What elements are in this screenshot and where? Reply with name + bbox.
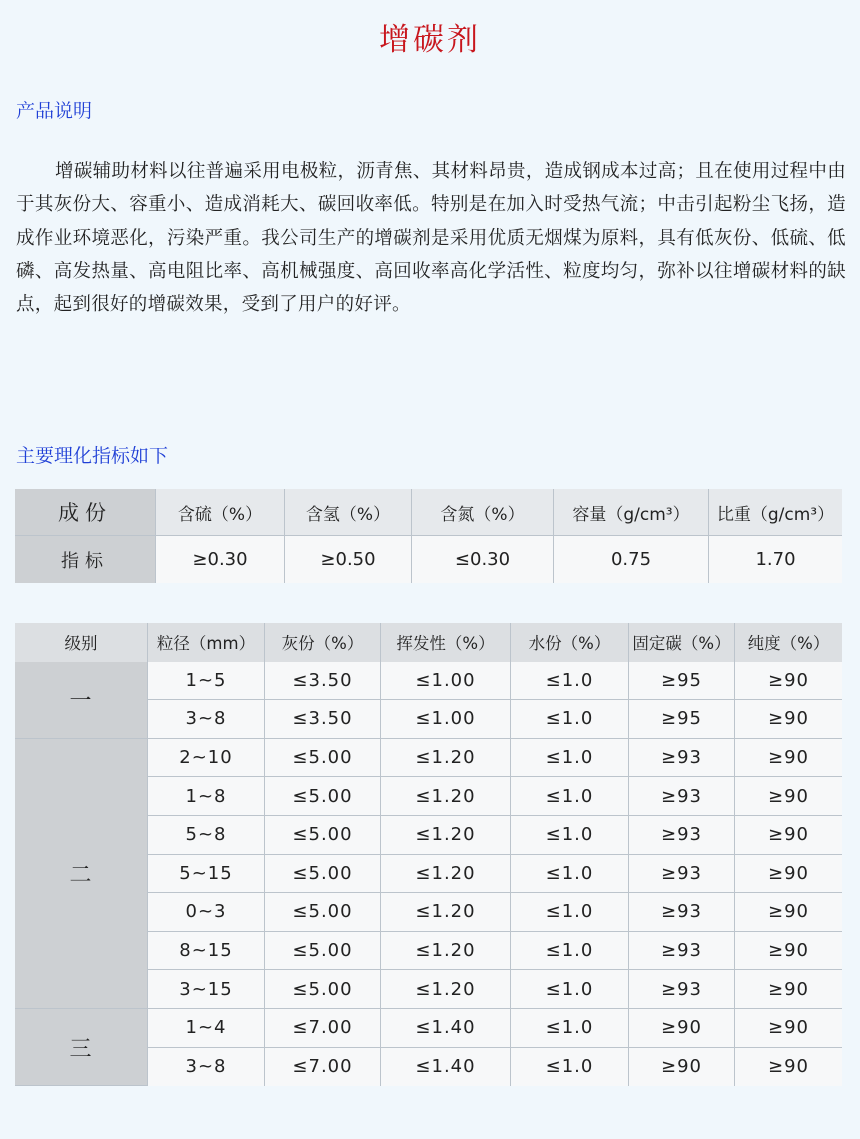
grade-value-cell: ≥93 (629, 816, 735, 855)
grade-value-cell: ≤1.20 (381, 816, 511, 855)
grade-value-cell: ≤1.20 (381, 970, 511, 1009)
spec-header-cell: 容量（g/cm³） (554, 489, 709, 536)
grade-value-cell: ≤5.00 (265, 893, 381, 932)
grade-value-cell: ≤1.0 (511, 893, 629, 932)
grade-level-cell: 三 (15, 1009, 148, 1086)
spec-value-cell: ≤0.30 (412, 536, 554, 583)
grade-value-cell: ≥90 (735, 816, 842, 855)
grade-value-cell: ≤1.20 (381, 855, 511, 894)
grade-value-cell: ≤1.40 (381, 1009, 511, 1048)
grade-value-cell: ≤1.0 (511, 1048, 629, 1087)
grade-header-cell: 水份（%） (511, 623, 629, 662)
grade-value-cell: ≤5.00 (265, 816, 381, 855)
grade-value-cell: ≤1.0 (511, 739, 629, 778)
grade-value-cell: 1~5 (148, 662, 265, 701)
spec-value-cell: ≥0.50 (285, 536, 412, 583)
section-heading-specifications: 主要理化指标如下 (16, 445, 169, 467)
grade-value-cell: ≤1.20 (381, 893, 511, 932)
grade-value-cell: ≥90 (735, 970, 842, 1009)
grade-value-cell: 5~8 (148, 816, 265, 855)
grade-value-cell: 8~15 (148, 932, 265, 971)
spec-value-row (15, 536, 842, 583)
grade-value-cell: ≥90 (735, 700, 842, 739)
grade-value-cell: ≥90 (735, 893, 842, 932)
grade-value-cell: ≥93 (629, 932, 735, 971)
grade-level-cell: 二 (15, 739, 148, 1009)
grade-value-cell: ≤7.00 (265, 1048, 381, 1087)
grade-header-row (15, 623, 842, 662)
grade-value-cell: ≤1.20 (381, 777, 511, 816)
spec-header-row (15, 489, 842, 536)
grade-header-cell: 挥发性（%） (381, 623, 511, 662)
grade-value-cell: ≥93 (629, 893, 735, 932)
grade-value-cell: ≤3.50 (265, 700, 381, 739)
grade-value-cell: ≥90 (735, 662, 842, 701)
grade-value-cell: 1~8 (148, 777, 265, 816)
grade-value-cell: ≥90 (629, 1009, 735, 1048)
grade-value-cell: 0~3 (148, 893, 265, 932)
grade-value-cell: ≤1.20 (381, 932, 511, 971)
grade-value-cell: ≥93 (629, 855, 735, 894)
grade-value-cell: ≥93 (629, 777, 735, 816)
grade-header-cell: 灰份（%） (265, 623, 381, 662)
page-title: 增碳剂 (379, 22, 481, 58)
grade-value-cell: ≤1.20 (381, 739, 511, 778)
grade-value-cell: ≤5.00 (265, 777, 381, 816)
grade-value-cell: ≤5.00 (265, 739, 381, 778)
grade-value-cell: ≤1.0 (511, 700, 629, 739)
grade-value-cell: ≥93 (629, 739, 735, 778)
grade-header-cell: 纯度（%） (735, 623, 842, 662)
grade-value-cell: ≤1.0 (511, 777, 629, 816)
grade-value-cell: ≥90 (735, 739, 842, 778)
grade-value-cell: 5~15 (148, 855, 265, 894)
grade-value-cell: ≤7.00 (265, 1009, 381, 1048)
grade-value-cell: ≥95 (629, 662, 735, 701)
section-heading-product-description: 产品说明 (16, 100, 93, 122)
grade-data-row (15, 739, 842, 778)
spec-table (15, 489, 842, 583)
grade-value-cell: ≥93 (629, 970, 735, 1009)
spec-header-cell: 比重（g/cm³） (709, 489, 842, 536)
grade-value-cell: ≤1.00 (381, 700, 511, 739)
grade-value-cell: ≥90 (735, 855, 842, 894)
grade-value-cell: ≤5.00 (265, 932, 381, 971)
grade-value-cell: 2~10 (148, 739, 265, 778)
spec-row-label: 指标 (15, 536, 156, 583)
grade-value-cell: ≥90 (735, 1048, 842, 1087)
spec-value-cell: 0.75 (554, 536, 709, 583)
grade-value-cell: ≥90 (629, 1048, 735, 1087)
grade-value-cell: ≤1.00 (381, 662, 511, 701)
grade-level-cell: 一 (15, 662, 148, 739)
grade-value-cell: ≥90 (735, 932, 842, 971)
grade-value-cell: 3~15 (148, 970, 265, 1009)
grade-value-cell: ≥90 (735, 777, 842, 816)
spec-value-cell: ≥0.30 (156, 536, 285, 583)
grade-value-cell: ≤1.0 (511, 932, 629, 971)
grade-header-cell: 粒径（mm） (148, 623, 265, 662)
grade-value-cell: 3~8 (148, 700, 265, 739)
spec-header-cell: 含氮（%） (412, 489, 554, 536)
grade-value-cell: ≤1.0 (511, 816, 629, 855)
grade-value-cell: 3~8 (148, 1048, 265, 1087)
grade-value-cell: ≥90 (735, 1009, 842, 1048)
grade-value-cell: ≤1.0 (511, 662, 629, 701)
grade-value-cell: ≤5.00 (265, 855, 381, 894)
spec-value-cell: 1.70 (709, 536, 842, 583)
grade-value-cell: ≤1.40 (381, 1048, 511, 1087)
grade-header-cell: 固定碳（%） (629, 623, 735, 662)
grade-header-cell: 级别 (15, 623, 148, 662)
grade-value-cell: ≥95 (629, 700, 735, 739)
grade-value-cell: 1~4 (148, 1009, 265, 1048)
grade-data-row (15, 662, 842, 701)
spec-row-label: 成份 (15, 489, 156, 536)
grade-data-row (15, 1009, 842, 1048)
grade-value-cell: ≤5.00 (265, 970, 381, 1009)
grade-value-cell: ≤1.0 (511, 1009, 629, 1048)
spec-header-cell: 含氢（%） (285, 489, 412, 536)
grade-value-cell: ≤1.0 (511, 970, 629, 1009)
grade-value-cell: ≤3.50 (265, 662, 381, 701)
product-description: 增碳辅助材料以往普遍采用电极粒，沥青焦、其材料昂贵，造成钢成本过高；且在使用过程中由于其灰份大、容重小、造成消耗大、碳回收率低。特别是在加入时受热气流；中击引起粉尘飞扬，造成作业环境恶化，污染严重。我公司生产的增碳剂是采用优质无烟煤为原料，具有低灰份、低硫、低磷、高发热量、高电阻比率、高机械强度、高回收率高化学活性、粒度均匀，弥补以往增碳材料的缺点，起到很好的增碳效果，受到了用户的好评。 (16, 161, 846, 316)
spec-header-cell: 含硫（%） (156, 489, 285, 536)
grade-value-cell: ≤1.0 (511, 855, 629, 894)
grade-table (15, 623, 842, 1086)
